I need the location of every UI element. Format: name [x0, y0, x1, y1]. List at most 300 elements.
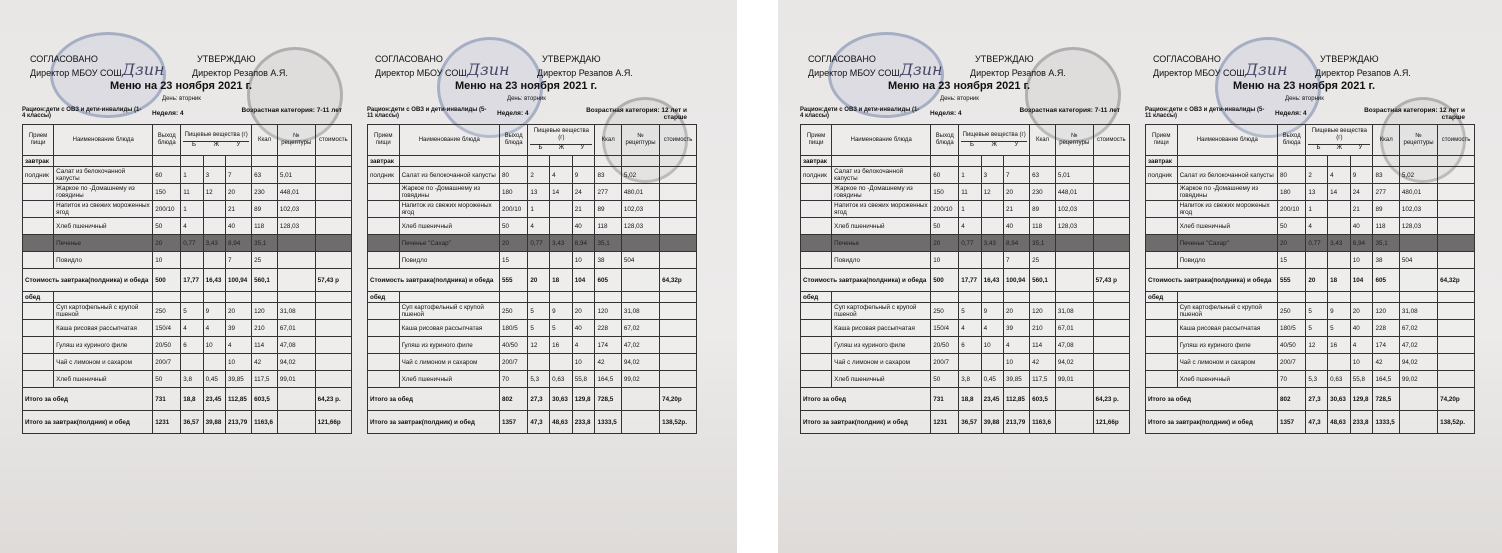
dish-name: Повидло: [832, 252, 931, 269]
total-out: 555: [1277, 269, 1305, 292]
total-u: 112,85: [225, 388, 251, 411]
nutrient-b-header: Б: [538, 145, 543, 151]
meal-cell: [801, 354, 832, 371]
total-u: 129,8: [572, 388, 595, 411]
dish-name: Гуляш из куриного филе: [832, 337, 931, 354]
total-zh: 30,63: [550, 388, 573, 411]
empty-cell: [277, 292, 315, 303]
dish-name: Хлеб пшеничный: [832, 218, 931, 235]
nutrient-zh-header: Ж: [558, 145, 565, 151]
cell-rec: 102,03: [277, 201, 315, 218]
cell-cost: [315, 235, 351, 252]
total-rec: [277, 411, 315, 434]
cell-rec: 31,08: [277, 303, 315, 320]
nutrients-subheaders: [961, 141, 1027, 149]
grand-total-row: [801, 411, 1130, 434]
cell-out: 20: [1277, 235, 1305, 252]
cell-rec: 94,02: [1399, 354, 1437, 371]
breakfast-row: [801, 167, 1130, 184]
cell-b: 12: [528, 337, 550, 354]
cell-rec: 31,08: [621, 303, 659, 320]
cell-u: 10: [1350, 354, 1373, 371]
total-u: 129,8: [1350, 388, 1373, 411]
lunch-label: обед: [23, 292, 54, 303]
empty-cell: [1328, 292, 1351, 303]
total-label: Итого за завтрак(полдник) и обед: [368, 411, 500, 434]
cell-zh: 0,63: [1328, 371, 1351, 388]
total-label: Итого за завтрак(полдник) и обед: [801, 411, 931, 434]
cell-out: 70: [499, 371, 527, 388]
meal-cell: [368, 371, 400, 388]
cell-out: 50: [1277, 218, 1305, 235]
col-nutrients-header: [181, 125, 252, 156]
cell-b: 5: [528, 303, 550, 320]
cell-rec: 102,03: [1055, 201, 1093, 218]
cell-b: 13: [1306, 184, 1328, 201]
nutrient-u-header: У: [1358, 145, 1363, 151]
total-b: 27,3: [1306, 388, 1328, 411]
cell-out: 20: [153, 235, 181, 252]
cell-out: 20/50: [931, 337, 959, 354]
meal-cell: [368, 337, 400, 354]
total-rec: [621, 411, 659, 434]
cell-rec: [277, 235, 315, 252]
dish-name: Гуляш из куриного филе: [399, 337, 499, 354]
total-u: 233,8: [1350, 411, 1373, 434]
photo2-b-age: Возрастная категория: 12 лет и старше: [1364, 107, 1465, 121]
col-cost-header: стоимость: [660, 125, 697, 156]
cell-u: 20: [225, 184, 251, 201]
cell-zh: 4: [203, 320, 225, 337]
total-rec: [1399, 269, 1437, 292]
breakfast-row: [368, 218, 697, 235]
meal-cell: [23, 320, 54, 337]
cell-kcal: 38: [595, 252, 621, 269]
cell-u: 7: [1003, 252, 1029, 269]
empty-cell: [1093, 292, 1129, 303]
col-recipe-header: № рецептуры: [621, 125, 659, 156]
empty-cell: [832, 156, 931, 167]
cell-cost: [660, 218, 697, 235]
cell-rec: 67,01: [277, 320, 315, 337]
cell-b: 5,3: [1306, 371, 1328, 388]
dish-name: Жаркое по -Домашнему из говядины: [399, 184, 499, 201]
lunch-row: [1146, 303, 1475, 320]
cell-cost: [315, 184, 351, 201]
cell-kcal: 118: [1373, 218, 1399, 235]
lunch-row: [23, 337, 352, 354]
cell-u: 20: [1350, 303, 1373, 320]
cell-out: 250: [1277, 303, 1305, 320]
meal-cell: [368, 252, 400, 269]
cell-zh: 3,43: [550, 235, 573, 252]
dish-name: Суп картофельный с крупой пшеной: [832, 303, 931, 320]
empty-cell: [832, 292, 931, 303]
total-label: Итого за обед: [1146, 388, 1278, 411]
cell-cost: [660, 320, 697, 337]
cell-out: 50: [153, 218, 181, 235]
meal-cell: [1146, 303, 1178, 320]
meal-cell: [801, 252, 832, 269]
cell-u: 21: [225, 201, 251, 218]
meal-cell: [801, 235, 832, 252]
cell-b: 3,8: [181, 371, 203, 388]
total-kcal: 605: [1373, 269, 1399, 292]
cell-zh: 12: [981, 184, 1003, 201]
empty-cell: [203, 292, 225, 303]
cell-zh: 3: [203, 167, 225, 184]
cell-zh: 0,45: [981, 371, 1003, 388]
cell-zh: 4: [550, 167, 573, 184]
cell-rec: 94,02: [621, 354, 659, 371]
cell-u: 40: [1003, 218, 1029, 235]
cell-b: 4: [181, 218, 203, 235]
breakfast-row: [1146, 201, 1475, 218]
photo1-b-week: Неделя: 4: [497, 110, 529, 117]
cell-b: 1: [1306, 201, 1328, 218]
cell-u: 55,8: [572, 371, 595, 388]
cell-kcal: 117,5: [1030, 371, 1056, 388]
cell-cost: [1093, 354, 1129, 371]
cell-u: 20: [225, 303, 251, 320]
empty-cell: [572, 156, 595, 167]
photo1-a-ration: Рацион:дети с ОВЗ и дети-инвалиды (1-4 классы): [22, 107, 142, 119]
empty-cell: [1438, 156, 1475, 167]
col-meal-header: Прием пищи: [23, 125, 54, 156]
cell-cost: [1438, 320, 1475, 337]
photo1-a-approve-label: УТВЕРЖДАЮ: [197, 54, 256, 64]
cell-cost: [660, 184, 697, 201]
lunch-row: [801, 337, 1130, 354]
col-meal-header: Прием пищи: [1146, 125, 1178, 156]
cell-rec: 128,03: [1399, 218, 1437, 235]
cell-rec: 67,01: [1055, 320, 1093, 337]
col-dish-header: Наименование блюда: [399, 125, 499, 156]
cell-u: 10: [572, 354, 595, 371]
breakfast-row: [23, 235, 352, 252]
nutrients-subheaders: [530, 144, 592, 152]
total-kcal: 603,5: [1030, 388, 1056, 411]
cell-out: 10: [153, 252, 181, 269]
cell-rec: 504: [621, 252, 659, 269]
empty-cell: [595, 292, 621, 303]
cell-rec: [621, 235, 659, 252]
total-zh: 16,43: [203, 269, 225, 292]
dish-name: Салат из белокочанной капусты: [1177, 167, 1277, 184]
total-label: Стоимость завтрака(полдника) и обеда: [1146, 269, 1278, 292]
photo-gap: [737, 0, 778, 553]
cell-out: 200/10: [153, 201, 181, 218]
dish-name: Хлеб пшеничный: [1177, 371, 1277, 388]
meal-cell: [1146, 184, 1178, 201]
cell-out: 20: [931, 235, 959, 252]
cell-out: 15: [1277, 252, 1305, 269]
cell-rec: 480,01: [1399, 184, 1437, 201]
photo1-a-menu-table: [22, 124, 352, 434]
cell-b: 4: [959, 218, 981, 235]
cell-kcal: 120: [595, 303, 621, 320]
cell-rec: 99,02: [621, 371, 659, 388]
cell-zh: [1328, 201, 1351, 218]
dish-name: Печенье "Сахар": [399, 235, 499, 252]
cell-kcal: 89: [1030, 201, 1056, 218]
total-out: 500: [931, 269, 959, 292]
dish-name: Напиток из свежих мороженных ягод: [54, 201, 153, 218]
nutrients-subheaders: [183, 141, 249, 149]
total-u: 233,8: [572, 411, 595, 434]
cell-kcal: 164,5: [595, 371, 621, 388]
cell-cost: [660, 337, 697, 354]
empty-cell: [1030, 292, 1056, 303]
cell-kcal: 42: [1373, 354, 1399, 371]
cell-zh: [1328, 252, 1351, 269]
nutrient-b-header: Б: [970, 141, 974, 148]
cell-zh: [981, 354, 1003, 371]
cell-zh: 0,45: [203, 371, 225, 388]
cell-rec: 102,03: [621, 201, 659, 218]
total-kcal: 1163,6: [1030, 411, 1056, 434]
col-output-header: Выход блюда: [1277, 125, 1305, 156]
total-u: 213,79: [225, 411, 251, 434]
lunch-row: [1146, 354, 1475, 371]
cell-rec: 67,02: [1399, 320, 1437, 337]
cell-u: 40: [1350, 320, 1373, 337]
cell-kcal: 228: [595, 320, 621, 337]
table-header-row: [801, 125, 1130, 156]
nutrients-title: Пищевые вещества (г): [1311, 128, 1367, 141]
cell-cost: [1438, 303, 1475, 320]
lunch-row: [368, 371, 697, 388]
total-rec: [1055, 269, 1093, 292]
cell-cost: [315, 218, 351, 235]
cell-zh: [203, 252, 225, 269]
cell-u: 21: [1350, 201, 1373, 218]
cell-b: 5: [1306, 320, 1328, 337]
empty-cell: [153, 292, 181, 303]
photo1-a-week: Неделя: 4: [152, 110, 184, 117]
cell-zh: [981, 218, 1003, 235]
total-cost: 121,66р: [1093, 411, 1129, 434]
cell-rec: [1399, 235, 1437, 252]
cell-cost: [1438, 218, 1475, 235]
meal-cell: полдник: [1146, 167, 1178, 184]
cell-out: 250: [153, 303, 181, 320]
cell-zh: 3,43: [203, 235, 225, 252]
empty-cell: [399, 292, 499, 303]
photo1-b-ration: Рацион:дети с ОВЗ и дети-инвалиды (5-11 классы): [367, 107, 487, 119]
empty-cell: [959, 292, 981, 303]
cell-out: 180: [1277, 184, 1305, 201]
cell-b: 11: [959, 184, 981, 201]
breakfast-section-row: [368, 156, 697, 167]
cell-zh: [981, 252, 1003, 269]
cell-b: [528, 354, 550, 371]
photo1-b-director-left: Директор МБОУ СОШ: [375, 68, 467, 78]
total-cost: 121,66р: [315, 411, 351, 434]
cell-zh: 9: [981, 303, 1003, 320]
meal-cell: [23, 252, 54, 269]
cell-u: 39,85: [225, 371, 251, 388]
total-cost: 64,32р: [1438, 269, 1475, 292]
col-meal-header: Прием пищи: [368, 125, 400, 156]
col-nutrients-header: [1306, 125, 1373, 156]
cell-rec: [1055, 252, 1093, 269]
col-dish-header: Наименование блюда: [1177, 125, 1277, 156]
photo2-b-signature: Дзин: [1245, 60, 1288, 79]
cell-rec: 94,02: [277, 354, 315, 371]
cell-zh: [550, 218, 573, 235]
cell-b: 1: [181, 201, 203, 218]
total-label: Стоимость завтрака(полдника) и обеда: [23, 269, 153, 292]
total-out: 802: [499, 388, 527, 411]
cell-out: 150: [153, 184, 181, 201]
cell-cost: [1093, 201, 1129, 218]
meal-cell: [1146, 320, 1178, 337]
dish-name: Хлеб пшеничный: [1177, 218, 1277, 235]
cell-kcal: 89: [595, 201, 621, 218]
meal-cell: [1146, 252, 1178, 269]
cell-cost: [1438, 252, 1475, 269]
lunch-section-row: [368, 292, 697, 303]
cell-kcal: 174: [1373, 337, 1399, 354]
lunch-section-row: [23, 292, 352, 303]
dish-name: Чай с лимоном и сахаром: [54, 354, 153, 371]
total-u: 213,79: [1003, 411, 1029, 434]
total-zh: 39,88: [203, 411, 225, 434]
dish-name: Жаркое по -Домашнему из говядины: [1177, 184, 1277, 201]
dish-name: Напиток из свежих мороженых ягод: [1177, 201, 1277, 218]
cell-kcal: 118: [252, 218, 278, 235]
cell-cost: [315, 371, 351, 388]
breakfast-row: [368, 167, 697, 184]
lunch-row: [1146, 337, 1475, 354]
meal-cell: [801, 371, 832, 388]
total-b: 18,8: [959, 388, 981, 411]
total-zh: 18: [550, 269, 573, 292]
cell-kcal: 277: [1373, 184, 1399, 201]
lunch-row: [801, 371, 1130, 388]
nutrient-b-header: Б: [192, 141, 196, 148]
meal-cell: [1146, 201, 1178, 218]
cell-cost: [1093, 337, 1129, 354]
cell-out: 60: [153, 167, 181, 184]
total-u: 112,85: [1003, 388, 1029, 411]
total-cost: 64,32р: [660, 269, 697, 292]
cell-zh: 3,43: [1328, 235, 1351, 252]
cell-kcal: 42: [252, 354, 278, 371]
cell-rec: 448,01: [277, 184, 315, 201]
dish-name: Салат из белокочанной капусты: [832, 167, 931, 184]
empty-cell: [1055, 156, 1093, 167]
cell-b: 3,8: [959, 371, 981, 388]
total-cost: 138,52р.: [1438, 411, 1475, 434]
nutrients-title: Пищевые вещества (г): [962, 131, 1026, 138]
nutrients-title: Пищевые вещества (г): [533, 128, 589, 141]
cell-kcal: 25: [1030, 252, 1056, 269]
dish-name: Печенье: [54, 235, 153, 252]
cell-zh: 16: [1328, 337, 1351, 354]
empty-cell: [315, 156, 351, 167]
empty-cell: [1306, 292, 1328, 303]
cell-rec: 47,08: [1055, 337, 1093, 354]
meal-cell: [801, 184, 832, 201]
photo2-a-ration: Рацион:дети с ОВЗ и дети-инвалиды (1-4 классы): [800, 107, 920, 119]
cell-cost: [1438, 354, 1475, 371]
lunch-total-row: [23, 388, 352, 411]
meal-cell: [1146, 371, 1178, 388]
cell-kcal: 38: [1373, 252, 1399, 269]
lunch-row: [368, 303, 697, 320]
empty-cell: [54, 156, 153, 167]
empty-cell: [1399, 292, 1437, 303]
cell-zh: 4: [981, 320, 1003, 337]
empty-cell: [1438, 292, 1475, 303]
cell-rec: 128,03: [1055, 218, 1093, 235]
empty-cell: [1350, 156, 1373, 167]
total-u: 104: [1350, 269, 1373, 292]
cell-u: 39,85: [1003, 371, 1029, 388]
empty-cell: [931, 156, 959, 167]
total-b: 27,3: [528, 388, 550, 411]
cell-zh: [203, 354, 225, 371]
cell-rec: 128,03: [277, 218, 315, 235]
cell-u: 7: [225, 167, 251, 184]
empty-cell: [621, 156, 659, 167]
photo2-a-day: День: вторник: [940, 96, 979, 102]
col-kcal-header: Ккал: [252, 125, 278, 156]
empty-cell: [595, 156, 621, 167]
empty-cell: [203, 156, 225, 167]
empty-cell: [252, 292, 278, 303]
total-rec: [621, 388, 659, 411]
cell-out: 20/50: [153, 337, 181, 354]
cell-u: 4: [1003, 337, 1029, 354]
cell-zh: 3: [981, 167, 1003, 184]
cell-b: 0,77: [959, 235, 981, 252]
cell-u: 4: [225, 337, 251, 354]
cell-kcal: 35,1: [1373, 235, 1399, 252]
cell-b: 2: [1306, 167, 1328, 184]
breakfast-row: [23, 252, 352, 269]
cell-cost: [315, 354, 351, 371]
breakfast-row: [23, 184, 352, 201]
empty-cell: [499, 292, 527, 303]
col-kcal-header: Ккал: [1030, 125, 1056, 156]
photo2-b-week: Неделя: 4: [1275, 110, 1307, 117]
cell-zh: 14: [550, 184, 573, 201]
cell-cost: [1438, 235, 1475, 252]
cell-zh: 10: [981, 337, 1003, 354]
nutrient-zh-header: Ж: [991, 141, 998, 148]
col-nutrients-header: [528, 125, 595, 156]
dish-name: Каша рисовая рассыпчатая: [1177, 320, 1277, 337]
lunch-label: обед: [368, 292, 400, 303]
cell-cost: [1093, 184, 1129, 201]
cell-zh: 16: [550, 337, 573, 354]
dish-name: Чай с лимоном и сахаром: [1177, 354, 1277, 371]
nutrient-zh-header: Ж: [1336, 145, 1343, 151]
total-out: 1231: [931, 411, 959, 434]
total-label: Стоимость завтрака(полдника) и обеда: [801, 269, 931, 292]
photo1-a-title: Меню на 23 ноября 2021 г.: [110, 80, 253, 92]
cell-out: 200/7: [931, 354, 959, 371]
empty-cell: [528, 292, 550, 303]
total-rec: [621, 269, 659, 292]
cell-u: 40: [572, 320, 595, 337]
photo1-a-day: День: вторник: [162, 96, 201, 102]
empty-cell: [1055, 292, 1093, 303]
total-cost: 74,20р: [660, 388, 697, 411]
